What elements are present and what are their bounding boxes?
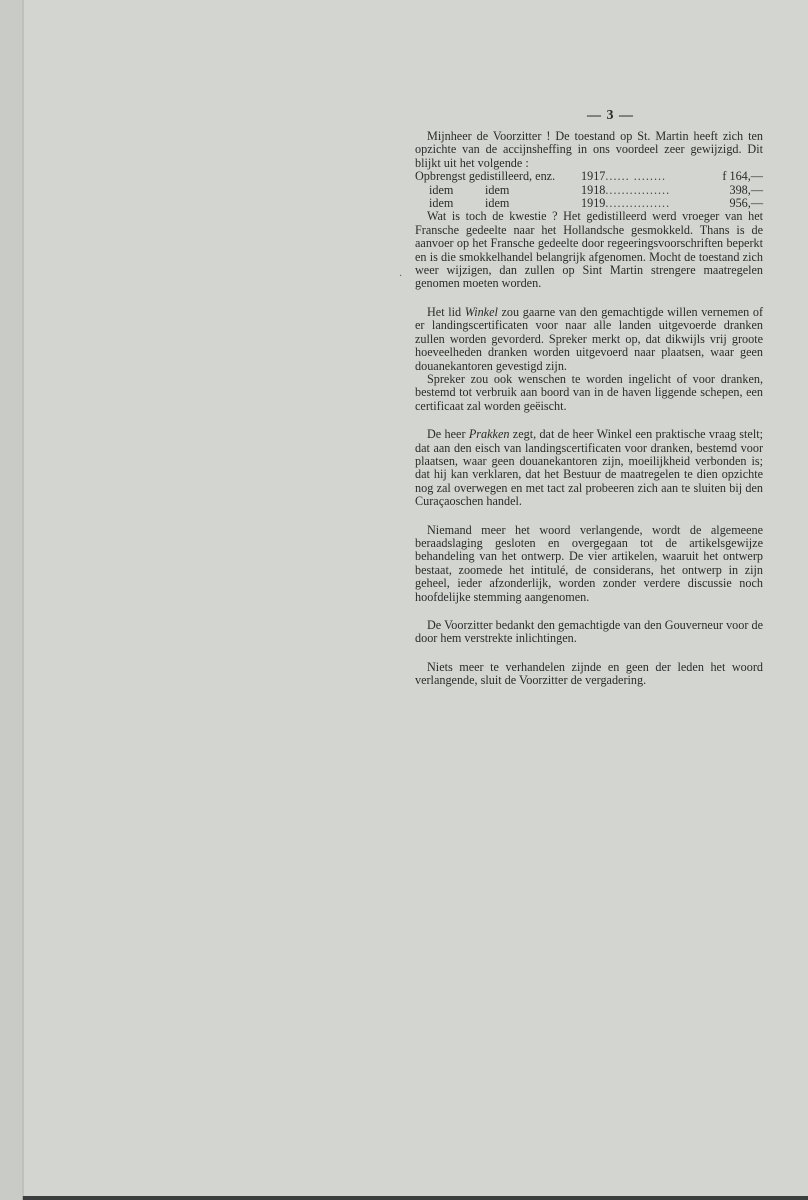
table-row-col2: idem	[485, 196, 510, 211]
table-row-value: f 164,—	[722, 169, 763, 184]
margin-mark: ·	[399, 271, 403, 282]
speaker-name: Prakken	[468, 427, 510, 442]
table-row-col1: idem	[429, 182, 454, 197]
paragraph-gap	[415, 413, 763, 428]
paragraph-gap	[415, 604, 763, 619]
previous-page-edge	[0, 0, 23, 1200]
table-row	[415, 184, 763, 197]
page-number: — 3 —	[587, 108, 634, 123]
table-row-dots: ................	[605, 197, 671, 211]
table-row-dots: ...... ........	[605, 170, 667, 184]
paragraph-closing-debate: Niemand meer het woord verlangende, wordt de algemeene beraadslaging gesloten en overgegaan tot de artikelsgewijze behandeling van het ontwerp. De vier artikelen, waaruit het ontwerp bestaat, zoomede het intitulé, de considerans, het ontwerp in zijn geheel, ieder afzonderlijk, worden zonder verdere discussie noch hoofdelijke stemming aangenomen.	[415, 522, 763, 604]
speaker-intro: Het lid	[427, 304, 462, 319]
text-column	[415, 130, 763, 688]
table-row-col2: idem	[485, 182, 510, 197]
paragraph-gap	[415, 291, 763, 306]
table-row-year: 1917	[581, 170, 606, 184]
table-row-year: 1918	[581, 183, 606, 197]
table-row-dots: ................	[605, 183, 671, 197]
speaker-text: zegt, dat de heer Winkel een praktische vraag stelt; dat aan den eisch van landingscertificaten voor dranken, bestemd voor plaatsen, waar geen douanekantoren zijn, moeilijkheid verbonden is; dat hij kan verklaren, dat het Bestuur de maatregelen te dien opzichte nog zal overwegen en met tact zal probeeren zich aan te sluiten bij den Curaçaoschen handel.	[415, 427, 764, 509]
paragraph-gap	[415, 509, 763, 524]
speaker-name: Winkel	[464, 304, 498, 319]
paragraph-certificate: Spreker zou ook wenschen te worden ingelicht of voor dranken, bestemd tot verbruik aan boord van in de haven liggende schepen, een certificaat zal worden geëischt.	[415, 371, 763, 413]
table-row	[415, 197, 763, 210]
speaker-text: zou gaarne van den gemachtigde willen vernemen of er landingscertificaten voor naar alle landen uitgevoerde dranken zullen worden gevorderd. Spreker merkt op, dat dikwijls vrij groote hoeveelheden dranken worden uitgevoerd naar plaatsen, waar geen douanekantoren gevestigd zijn.	[415, 304, 764, 373]
paragraph-closing: Niets meer te verhandelen zijnde en geen der leden het woord verlangende, sluit de Voorzitter de vergadering.	[415, 659, 763, 688]
paragraph-gap	[415, 646, 763, 661]
table-row-year: 1919	[581, 197, 606, 211]
paragraph-opening: Mijnheer de Voorzitter ! De toestand op St. Martin heeft zich ten opzichte van de accijnsheffing in ons voordeel zeer gewijzigd. Dit blijkt uit het volgende :	[415, 129, 763, 170]
table-row-value: 398,—	[729, 182, 763, 197]
speaker-intro: De heer	[427, 427, 466, 442]
paragraph-prakken	[415, 428, 763, 508]
paragraph-winkel	[415, 306, 763, 373]
table-row-label: Opbrengst gedistilleerd, enz.	[415, 169, 556, 184]
table-row-col1: idem	[429, 196, 454, 211]
table-row	[415, 170, 763, 183]
paragraph-thanks: De Voorzitter bedankt den gemachtigde van den Gouverneur voor de door hem verstrekte inlichtingen.	[415, 618, 763, 646]
paragraph-question: Wat is toch de kwestie ? Het gedistilleerd werd vroeger van het Fransche gedeelte naar het Hollandsche gesmokkeld. Thans is de aanvoer op het Fransche gedeelte door regeeringsvoorschriften beperkt en is die smokkelhandel belangrijk afgenomen. Mocht de toestand zich weer wijzigen, dan zullen op Sint Martin strengere maatregelen genomen moeten worden.	[415, 209, 763, 291]
table-row-value: 956,—	[729, 196, 763, 211]
